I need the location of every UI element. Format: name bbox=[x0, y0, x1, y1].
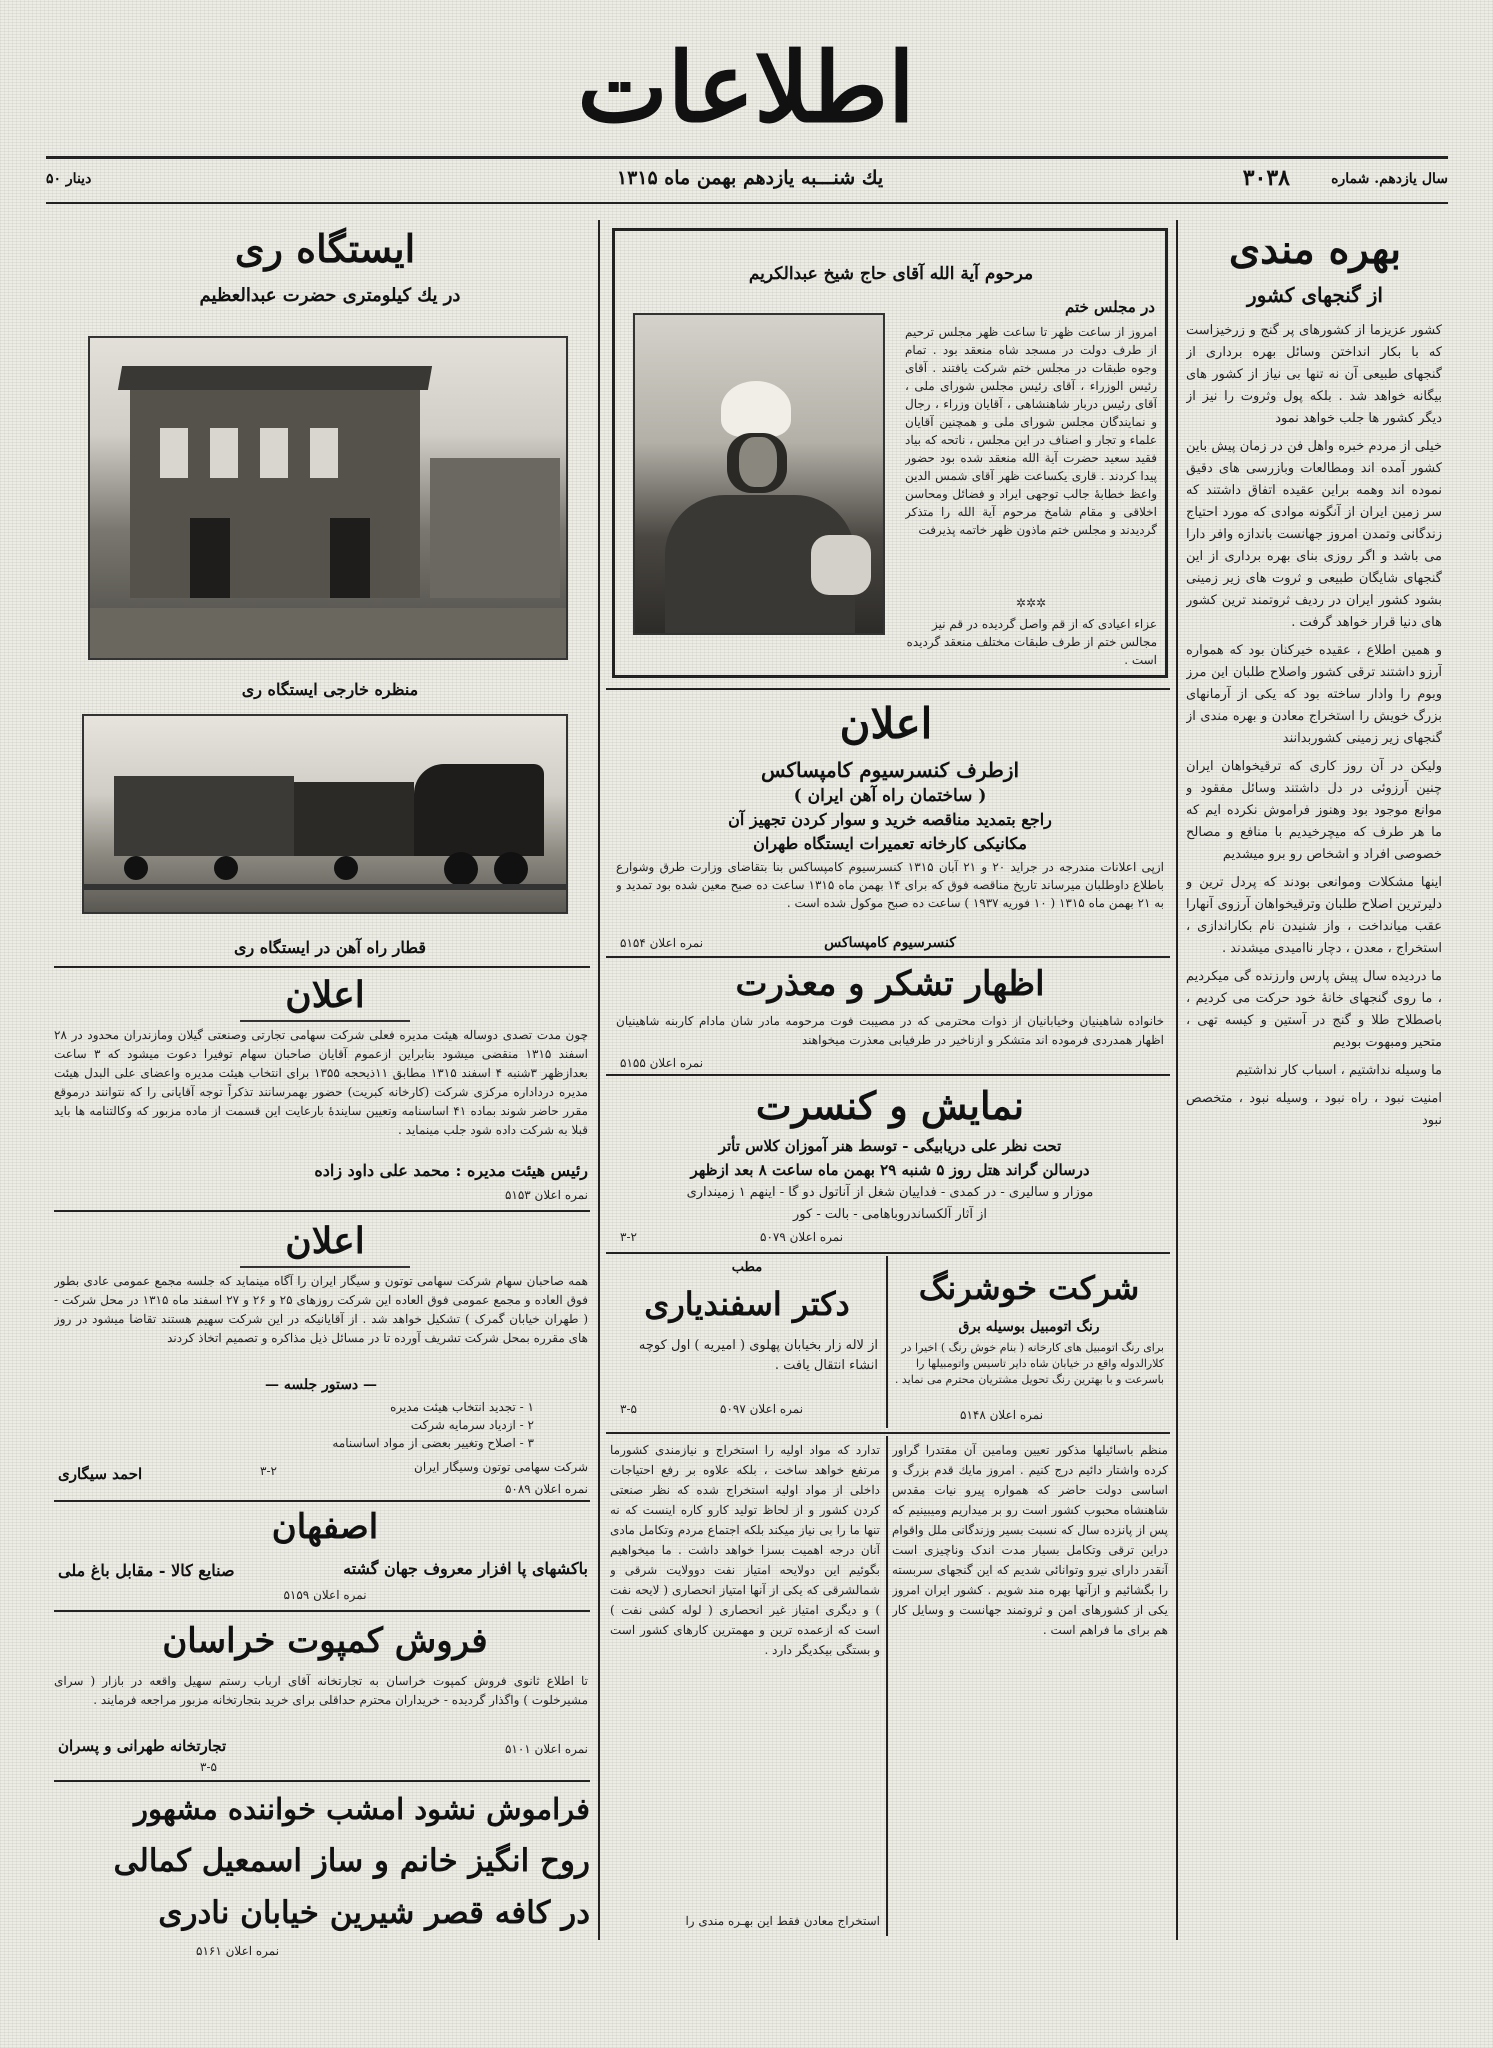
ad-concert-line3: موزار و سالیری - در کمدی - فداییان شغل از آناتول دو گا - اینهم ۱ زمینداری bbox=[686, 1185, 1094, 1200]
rule-left-4 bbox=[54, 1610, 590, 1612]
rule-left-2 bbox=[54, 1210, 590, 1212]
ad-gilan-title: اعلان bbox=[240, 968, 410, 1022]
ad-khorasan-number: نمره اعلان ۵۱۰۱ bbox=[504, 1742, 588, 1756]
ad-consortium-number: نمره اعلان ۵۱۵۴ bbox=[620, 936, 704, 950]
station-title: ایستگاه ری bbox=[234, 226, 416, 271]
right-col-paragraph: امنیت نبود ، راه نبود ، وسیله نبود ، متخصص نبود bbox=[1186, 1091, 1442, 1128]
ad-khorasan-text: تا اطلاع ثانوی فروش کمپوت خراسان به تجارتخانه آقای ارباب رستم سهیل واقعه در بازار ( سرای مشیرخلوت ) واگذار گردیده - خریداران محترم حداقلی برای خرید بتجارتخانه مزبور مراجعه فرمایند . bbox=[54, 1674, 588, 1707]
ad-cafe-line2: روح انگیز خانم و ساز اسمعیل کمالی bbox=[113, 1843, 590, 1879]
ad-doctor-text: از لاله زار بخیابان پهلوی ( امیریه ) اول کوچه انشاء انتقال یافت . bbox=[638, 1338, 878, 1373]
obituary-portrait bbox=[633, 313, 885, 635]
obituary-footer: عزاء اعیادی که از قم واصل گردیده در قم نیز مجالس ختم از طرف طبقات مختلف منعقد گردیده است . bbox=[906, 617, 1157, 667]
ad-concert-number: نمره اعلان ۵۰۷۹ bbox=[760, 1230, 844, 1244]
price: ۵۰ دینار bbox=[46, 171, 92, 187]
rule-mid-5 bbox=[606, 1432, 1170, 1434]
ad-concert-title: نمایش و کنسرت bbox=[755, 1083, 1025, 1128]
ad-tobacco-text: همه صاحبان سهام شرکت سهامی توتون و سیگار ایران را آگاه مینماید که جلسه مجمع عمومی عادی بطور فوق العاده و مجمع عمومی فوق العاده این شرکت روزهای ۲۵ و ۲۶ و ۲۷ اسفند ماه ۱۳۱۵ در محل شرکت - ( طهران خیابان گمرک ) تشکیل خواهد شد . از آقایانیکه در این شرکت سهیم هستند تقاضا میشود در روز های مقرره بمحل شرکت تشریف آورده تا در مسائل ذیل مذاکره و تصمیم اتخاذ کردند bbox=[54, 1274, 588, 1345]
rule-mid-4 bbox=[606, 1252, 1170, 1254]
ad-tobacco-agenda bbox=[54, 1398, 534, 1458]
article-divider-mid bbox=[886, 1436, 888, 1936]
ad-cafe-line1: فراموش نشود امشب خواننده مشهور bbox=[134, 1792, 590, 1826]
right-col-article bbox=[1186, 320, 1442, 1930]
rule-mid-3 bbox=[606, 1074, 1170, 1076]
lower-mid-col-right: منظم باسائیلها مذکور تعیین ومامین آن مقتدرا گراور کرده واشتار دائیم درج کنیم . امروز مایك قدم بزرگ و اساسی دولت حاضر که همواره پیرو نیات مقدس شاهنشاه محبوب کشور است رو بر میداریم ومیبینیم که پس از پانزده سال که نسبت بسیر وزندگانی ملل واقوام دراین ترقی وتکامل بسیار مدت اندک وناچیزی است آنقدر دارای نیرو وتوانائی شدیم که این گنجهای سربسته را بگشائیم و ازآنها بهره مند شویم . کشور ایران امروز یکی از کشورهای امن و ثروتمند جهانست و وسایل کار هم برای ما فراهم است . bbox=[892, 1443, 1168, 1637]
ad-isfahan-number: نمره اعلان ۵۱۵۹ bbox=[283, 1588, 367, 1602]
issue-number: ۳۰۳۸ bbox=[1242, 165, 1290, 191]
ad-consortium-line1: ازطرف کنسرسیوم کامپساکس bbox=[760, 758, 1020, 782]
ad-tobacco-number: نمره اعلان ۵۰۸۹ bbox=[504, 1482, 588, 1496]
ad-divider-mid bbox=[886, 1256, 888, 1428]
station-caption-1: منظره خارجی ایستگاه ری bbox=[241, 680, 419, 699]
ad-tobacco-signature: احمد سیگاری bbox=[58, 1465, 143, 1483]
ad-khoshrang-text: برای رنگ اتومبیل های کارخانه ( بنام خوش رنگ ) اخیرا در کلارالدوله واقع در خیابان شاه دایر تاسیس واتومبیلها را باسرعت و با بهترین رنگ تحویل مشتریان محترم می نماید . bbox=[894, 1341, 1164, 1386]
ad-khorasan-signature: تجارتخانه طهرانی و پسران bbox=[58, 1737, 227, 1755]
ad-concert-line4: از آثار آلکساندروباهامی - بالت - کور bbox=[793, 1207, 987, 1222]
ad-doctor-title: دکتر اسفندیاری bbox=[644, 1285, 850, 1323]
obituary-ornament: ✲✲✲ bbox=[1015, 596, 1047, 610]
station-train-photo bbox=[82, 714, 568, 914]
right-col-paragraph: خیلی از مردم خبره واهل فن در زمان پیش باین کشور آمده اند ومطالعات وبازرسی های دقیق نموده اند وهمه براین عقیده اتفاق داشتند که سر زمین ایران از آنگونه موادی که مورد احتیاج زندگانی وتمدن امروز جهانست باندازه وافر دارا می باشد و اگر روزی بنای بهره برداری از این گنجهای شایگان طبیعی و ثروت های زیر زمینی بشود کشور ایران در ردیف ثروتمند ترین کشور های دنیا قرار خواهد گرفت . bbox=[1186, 439, 1442, 630]
ad-consortium-title: اعلان bbox=[839, 699, 933, 748]
ad-cafe-number: نمره اعلان ۵۱۶۱ bbox=[196, 1944, 280, 1958]
masthead-rule-bottom bbox=[46, 202, 1448, 204]
ad-khoshrang-title: شرکت خوشرنگ bbox=[918, 1269, 1140, 1307]
ad-cafe-line3: در کافه قصر شیرین خیابان نادری bbox=[158, 1895, 590, 1931]
ad-khoshrang-number: نمره اعلان ۵۱۴۸ bbox=[960, 1408, 1044, 1422]
ad-consortium-line3: راجع بتمدید مناقصه خرید و سوار کردن تجهیز آن bbox=[728, 810, 1052, 829]
ad-thanks-title: اظهار تشکر و معذرت bbox=[735, 964, 1045, 1004]
ad-consortium-line4: مکانیکی کارخانه تعمیرات ایستگاه طهران bbox=[753, 834, 1027, 853]
issue-label-text: سال یازدهم. شماره bbox=[1331, 171, 1448, 187]
ad-thanks-number: نمره اعلان ۵۱۵۵ bbox=[620, 1056, 704, 1070]
lower-mid-footer: استخراج معادن فقط این بهـره مندی را bbox=[685, 1914, 880, 1928]
obituary-section: در مجلس ختم bbox=[1065, 298, 1155, 316]
right-col-title: بهره مندی bbox=[1228, 226, 1402, 273]
ad-consortium-signature: کنسرسیوم کامپساکس bbox=[824, 935, 956, 951]
ad-concert-index: ۳-۲ bbox=[620, 1230, 637, 1244]
rule-left-5 bbox=[54, 1780, 590, 1782]
right-col-subtitle: از گنجهای کشور bbox=[1247, 283, 1383, 307]
agenda-item: ۱ - تجدید انتخاب هیئت مدیره bbox=[390, 1400, 534, 1414]
masthead-rule-top bbox=[46, 156, 1448, 159]
ad-thanks-text: خانواده شاهینیان وخیابانیان از ذوات محترمی که در مصیبت فوت مرحومه مادر شان مادام کاربنه شاهینیان اظهار همدردی فرموده اند متشکر و ازناخیر در طرفیابی معذرت میخواهند bbox=[616, 1014, 1164, 1047]
issue-label bbox=[1290, 164, 1448, 194]
ad-consortium-line2: ( ساختمان راه آهن ایران ) bbox=[793, 786, 987, 806]
agenda-item: ۲ - ازدیاد سرمایه شرکت bbox=[410, 1418, 534, 1432]
ad-tobacco-index: ۳-۲ bbox=[260, 1464, 277, 1478]
ad-tobacco-agenda-title: — دستور جلسه — bbox=[264, 1377, 378, 1393]
ad-isfahan-title: اصفهان bbox=[271, 1507, 379, 1547]
ad-gilan-signature: رئیس هیئت مدیره : محمد علی داود زاده bbox=[314, 1161, 588, 1180]
station-caption-2: قطار راه آهن در ایستگاه ری bbox=[233, 938, 427, 957]
obituary-title: مرحوم آیة الله آقای حاج شیخ عبدالکریم bbox=[748, 264, 1034, 284]
right-col-paragraph: و همین اطلاع ، عقیده خیرکنان بود که همواره آرزو داشتند ترقی کشور واصلاح طلبان این مرز وبوم را وادار ساخته بود که یکی از آرمانهای بزرگ خویش را استخراج معادن و بهره مندی از گنجهای زیر زمینی کشوربدانند bbox=[1186, 643, 1442, 746]
ad-khorasan-index: ۳-۵ bbox=[200, 1760, 217, 1774]
ad-isfahan-line1: صنایع کالا - مقابل باغ ملی bbox=[58, 1561, 235, 1580]
ad-doctor-number: نمره اعلان ۵۰۹۷ bbox=[720, 1402, 804, 1416]
ad-consortium-text: ازپی اعلانات مندرجه در جراید ۲۰ و ۲۱ آبان ۱۳۱۵ کنسرسیوم کامپساکس بنا بتقاضای وزارت طرق وشوارع باطلاع داوطلبان میرساند تاریخ مناقصه فوق که برای ۱۴ بهمن ماه ۱۳۱۵ ساعت ده صبح معین شده بود تمدید و به ۲۱ بهمن ماه ۱۳۱۵ ( ۱۰ فوریه ۱۹۳۷ ) ساعت ده صبح موکول شده است . bbox=[616, 860, 1164, 910]
ad-khoshrang-subtitle: رنگ اتومبیل بوسیله برق bbox=[958, 1319, 1100, 1335]
ad-doctor-tag: مطب bbox=[731, 1260, 763, 1275]
right-col-paragraph: ولیکن در آن روز کاری که ترقیخواهان ایران چنین آرزوئی در دل داشتند وسائل مفقود و موانع موجود بود وهنوز فراموش نکرده ایم که ما هر طرف که میچرخیدیم با منافع و مصالح خصوصی افراد و اشخاص رو برو میشدیم bbox=[1186, 759, 1442, 862]
ad-tobacco-title: اعلان bbox=[240, 1214, 410, 1268]
dateline: یك شنـــبه یازدهم بهمن ماه ۱۳۱۵ bbox=[616, 167, 884, 189]
ad-tobacco-company: شرکت سهامی توتون وسیگار ایران bbox=[414, 1460, 588, 1474]
obituary-box bbox=[612, 228, 1168, 678]
agenda-item: ۳ - اصلاح وتغییر بعضی از مواد اساسنامه bbox=[332, 1436, 534, 1450]
obituary-text: امروز از ساعت ظهر تا ساعت ظهر مجلس ترحیم از طرف دولت در مسجد شاه منعقد بود . تمام وجوه طبقات در مجلس ختم شرکت یافتند . آقای رئیس الوزراء ، آقای رئیس مجلس شورای ملی ، آقای رئیس دربار شاهنشاهی ، آقایان وزراء ، رجال و نمایندگان مجلس شورای ملی و همچنین آقایان علماء و تجار و اصناف در این مجلس ، ناتحه که بیاد فقید سعید حضرت آیة الله منعقد شده بود حضور پیدا کردند . قاری یکساعت ظهر آقای شمس الدین واعظ خطابهٔ جالب توجهی ایراد و فضائل ومحاسن اخلاقی و مقام شامخ مرحوم آیة الله را متذکر گردیدند و مجلس ختم ماذون ظهر خاتمه پذیرفت bbox=[905, 325, 1157, 537]
col-divider-left bbox=[598, 220, 600, 1940]
masthead-title: اطلاعات bbox=[577, 31, 915, 144]
rule-mid-1 bbox=[606, 688, 1170, 690]
ad-doctor-index: ۳-۵ bbox=[620, 1402, 637, 1416]
ad-khorasan-title: فروش کمپوت خراسان bbox=[162, 1621, 488, 1661]
ad-concert-line1: تحت نظر علی دریابیگی - توسط هنر آموزان کلاس تأتر bbox=[718, 1137, 1062, 1155]
station-subtitle: در یك کیلومتری حضرت عبدالعظیم bbox=[199, 285, 461, 306]
ad-gilan-text: چون مدت تصدی دوساله هیئت مدیره فعلی شرکت سهامی تجارتی وصنعتی گیلان ومازندران محدود در ۲۸ اسفند ۱۳۱۵ منقضی میشود بنابراین ازعموم آقایان صاحبان سهام توفیرا دعوت میشود که ۳ ساعت بعدازظهر ۳شنبه ۴ اسفند ۱۳۱۵ مطابق ۱۱ذیحجه ۱۳۵۵ برای انتخاب هیئت مدیره واعضای علی البدل هیئت مدیره درداداره مرکزی شرکت (کارخانه کبریت) حضور بهمرسانند تذکراً توجه آقایانی را که نتوانند درموقع مقرر حاضر شوند بماده ۴۱ اساسنامه وتعیین سایندهٔ بارعایت این قسمت از ماده مزبور که وکالتنامه ها باید قبلا به شرکت داده شود جلب مینماید . bbox=[54, 1028, 588, 1137]
ad-isfahan-line2: باکشهای پا افزار معروف جهان گشته bbox=[343, 1559, 588, 1578]
right-col-paragraph: اینها مشکلات وموانعی بودند که پردل ترین و دلیرترین اصلاح طلبان وترقیخواهان آرزوی آنهارا عقب میانداخت ، واز شنیدن نام بکاراندازی ، استخراج ، معدن ، دچار ناامیدی میشدند . bbox=[1186, 875, 1442, 956]
ad-gilan-number: نمره اعلان ۵۱۵۳ bbox=[504, 1188, 588, 1202]
station-building-photo bbox=[88, 336, 568, 660]
col-divider-right bbox=[1176, 220, 1178, 1940]
right-col-paragraph: ما دردیده سال پیش پارس وارزنده گی میکردیم ، ما روی گنجهای خانهٔ خود حرکت می کردیم ، باصطلاح طلا و گنج در آستین و کیسه تهی ، متحیر ومبهوت بودیم bbox=[1186, 969, 1442, 1050]
right-col-paragraph: ما وسیله نداشتیم ، اسباب کار نداشتیم bbox=[1235, 1063, 1442, 1078]
ad-concert-line2: درسالن گراند هتل روز ۵ شنبه ۲۹ بهمن ماه ساعت ۸ بعد ازظهر bbox=[690, 1161, 1090, 1179]
lower-mid-col-left: تدارد که مواد اولیه را استخراج و نیازمندی کشورما مرتفع خواهد ساخت ، بلکه علاوه بر رفع احتیاجات داخلی از مواد اولیه استخراج شده که نظر صنعتی کردن کشور و از لحاظ تولید کارو کاره اینست که نه تنها ما را بی نیاز میکند بلکه اجتماع مردم وتکامل مادی آنان درجه اهمیت بسزا خواهد داشت . ما میخواهیم بگوئیم این دولایحه امتیاز نفت دوولایت شرقی و شمالشرقی که یکی از آنها امتیاز انحصاری ( لایحه نفت ) و دیگری امتیاز غیر انحصاری ( لوله کشی نفت ) است که ازعمده ترین و مهمترین کارهای کشور است و بستگی بیکدیگر دارد . bbox=[610, 1443, 880, 1657]
right-col-paragraph: کشور عزیزما از کشورهای پر گنج و زرخیزاست که با بکار انداختن وسائل بهره برداری از گنجهای طبیعی آن نه تنها بی نیاز از کشور های بیگانه خواهد شد . بلکه پول وثروت را نیز از دیگر کشور ها جلب خواهد نمود bbox=[1186, 323, 1442, 426]
